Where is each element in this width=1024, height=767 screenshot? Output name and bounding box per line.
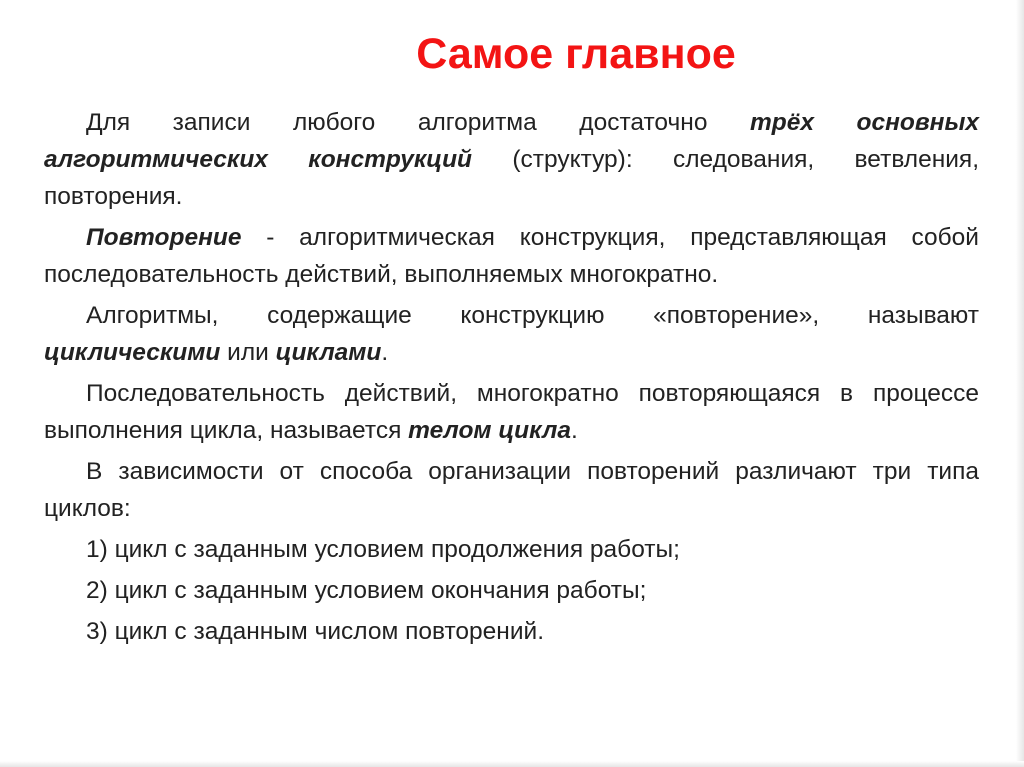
slide-edge-shadow-right (1016, 0, 1024, 767)
text-run: В зависимости от способа организации повторений различают три типа циклов: (44, 458, 979, 522)
text-run: или (220, 339, 276, 366)
paragraph-loop-body (44, 375, 979, 449)
paragraph-cyclic-algorithms (44, 297, 979, 371)
text-run: Алгоритмы, содержащие конструкцию «повторение», называют (86, 302, 979, 329)
text-run: . (571, 417, 578, 444)
paragraph-algorithm-structures (44, 104, 979, 215)
slide-edge-shadow-bottom (0, 761, 1024, 767)
paragraph-loop-types-intro (44, 453, 979, 527)
text-run: Последовательность действий, многократно повторяющаяся в процессе выполнения цикла, называется (44, 380, 979, 444)
paragraph-repetition-definition (44, 219, 979, 293)
list-item: 1) цикл с заданным условием продолжения работы; (86, 536, 680, 563)
term-loops: циклами (275, 339, 382, 366)
emphasis-three-constructs: трёх основных алгоритмических конструкций (44, 109, 979, 173)
list-item: 2) цикл с заданным условием окончания работы; (86, 577, 647, 604)
term-loop-body: телом цикла (408, 417, 572, 444)
list-item: 3) цикл с заданным числом повторений. (86, 618, 545, 645)
text-run: . (381, 339, 389, 366)
text-run: (структур): следования, ветвления, повторения. (44, 146, 979, 210)
slide-body (44, 104, 979, 654)
text-run: - алгоритмическая конструкция, представляющая собой последовательность действий, выполняемых многократно. (44, 224, 979, 288)
term-cyclic: циклическими (44, 339, 221, 366)
text-run: Для записи любого алгоритма достаточно (86, 109, 750, 136)
slide-title: Самое главное (416, 30, 736, 78)
term-repetition: Повторение (86, 224, 242, 251)
